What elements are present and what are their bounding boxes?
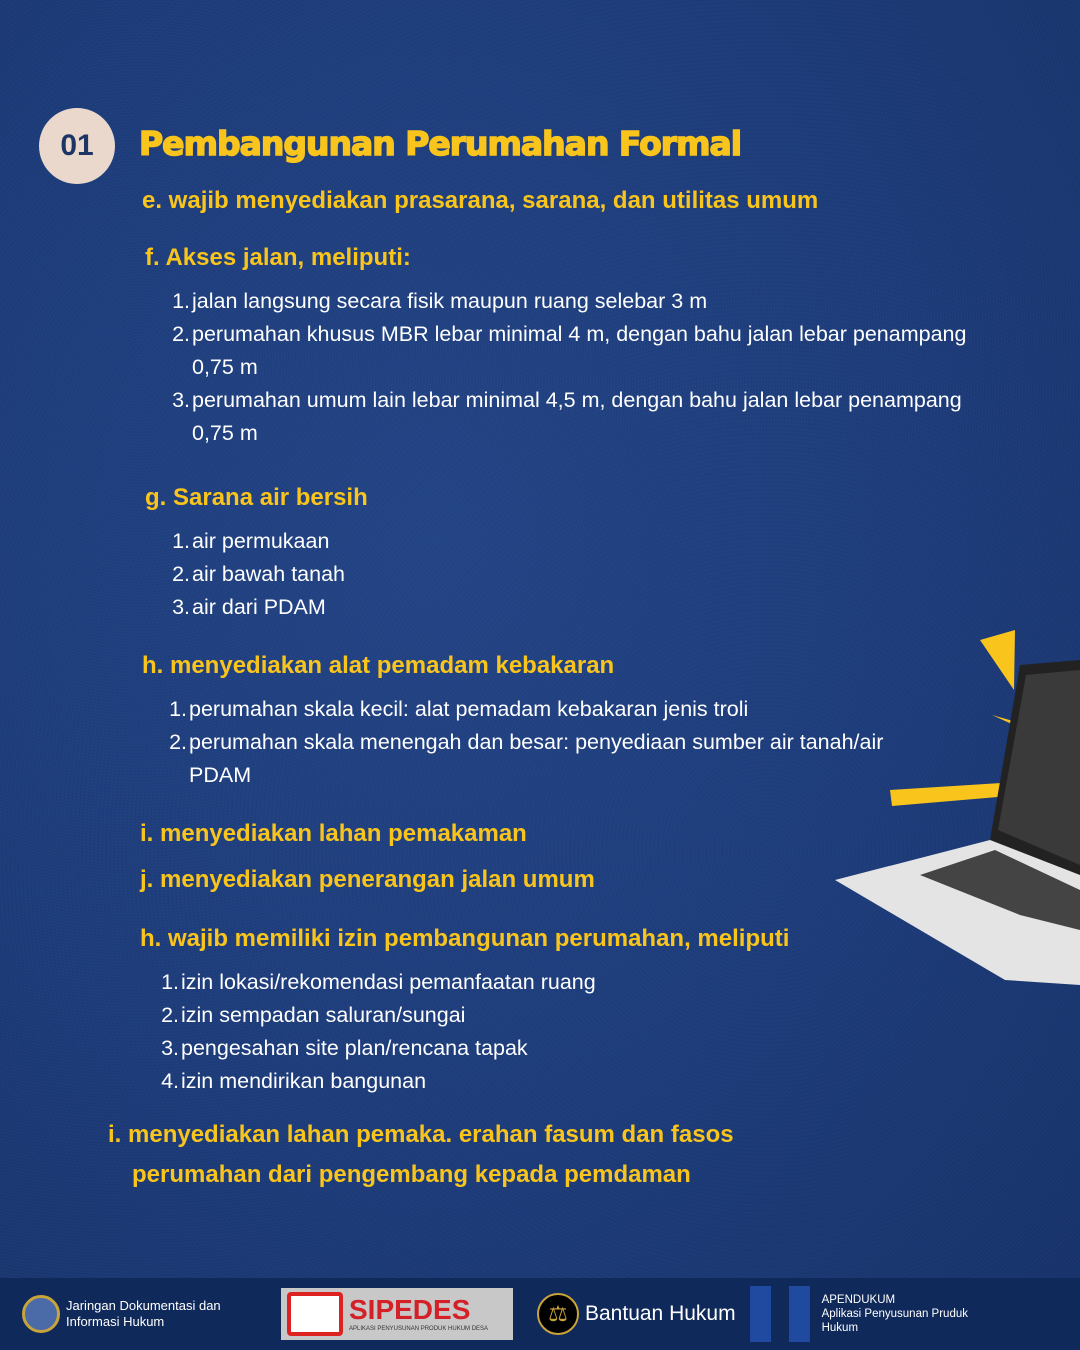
- list-h2: [157, 966, 857, 1098]
- jdih-logo: [22, 1295, 60, 1333]
- item-number: 1.: [161, 970, 179, 994]
- apendukum-line3: Hukum: [821, 1322, 859, 1334]
- burst-ray: [980, 630, 1015, 690]
- list-item: [157, 999, 857, 1032]
- jdih-label: [66, 1298, 281, 1330]
- item-text: pengesahan site plan/rencana tapak: [181, 1036, 528, 1060]
- list-item: [168, 384, 978, 450]
- apendukum-line2: Aplikasi Penyusunan Pruduk: [821, 1308, 968, 1320]
- item-number: 1.: [172, 289, 190, 313]
- item-text: izin lokasi/rekomendasi pemanfaatan ruang: [181, 970, 596, 994]
- list-item: [165, 693, 915, 726]
- sipedes-logo: [281, 1288, 513, 1340]
- item-text: perumahan umum lain lebar minimal 4,5 m, dengan bahu jalan lebar penampang 0,75 m: [192, 388, 962, 445]
- item-text: izin mendirikan bangunan: [181, 1069, 427, 1093]
- sipedes-name: SIPEDES: [349, 1294, 471, 1325]
- item-text: perumahan khusus MBR lebar minimal 4 m, dengan bahu jalan lebar penampang 0,75 m: [192, 322, 967, 379]
- item-number: 3.: [172, 595, 190, 619]
- heading-f: f. Akses jalan, meliputi:: [145, 244, 411, 271]
- laptop-illustration: [830, 630, 1080, 990]
- item-text: perumahan skala menengah dan besar: penyediaan sumber air tanah/air PDAM: [189, 730, 884, 787]
- item-number: 2.: [161, 1003, 179, 1027]
- section-number-badge: 01: [39, 108, 115, 184]
- jdih-line1: Jaringan Dokumentasi dan: [66, 1298, 221, 1313]
- item-text: perumahan skala kecil: alat pemadam kebakaran jenis troli: [189, 697, 749, 721]
- sipedes-subtitle: APLIKASI PENYUSUNAN PRODUK HUKUM DESA: [349, 1326, 489, 1332]
- scales-icon: ⚖: [537, 1293, 579, 1335]
- list-item: [168, 558, 868, 591]
- heading-j: j. menyediakan penerangan jalan umum: [140, 866, 595, 893]
- list-f: [168, 285, 978, 450]
- list-item: [168, 285, 978, 318]
- item-number: 3.: [161, 1036, 179, 1060]
- heading-h2: h. wajib memiliki izin pembangunan perumahan, meliputi: [140, 925, 790, 952]
- heading-i2: i. menyediakan lahan pemaka. erahan fasum dan fasos: [108, 1121, 734, 1148]
- heading-i2-cont: perumahan dari pengembang kepada pemdaman: [132, 1161, 691, 1188]
- heading-h: h. menyediakan alat pemadam kebakaran: [142, 652, 615, 679]
- item-number: 4.: [161, 1069, 179, 1093]
- item-number: 1.: [172, 529, 190, 553]
- page-title: Pembangunan Perumahan Formal: [139, 124, 742, 163]
- list-item: [168, 591, 868, 624]
- heading-g: g. Sarana air bersih: [145, 484, 368, 511]
- bantuan-hukum-label: Bantuan Hukum: [585, 1302, 736, 1325]
- item-text: jalan langsung secara fisik maupun ruang selebar 3 m: [192, 289, 708, 313]
- item-number: 3.: [172, 388, 190, 412]
- jdih-line2: Informasi Hukum: [66, 1314, 165, 1329]
- heading-i: i. menyediakan lahan pemakaman: [140, 820, 527, 847]
- item-number: 2.: [172, 322, 190, 346]
- item-text: izin sempadan saluran/sungai: [181, 1003, 466, 1027]
- item-number: 2.: [172, 562, 190, 586]
- apendukum-logo: [750, 1286, 810, 1342]
- list-item: [165, 726, 915, 792]
- item-text: air bawah tanah: [192, 562, 345, 586]
- list-item: [157, 966, 857, 999]
- list-item: [168, 318, 978, 384]
- list-item: [168, 525, 868, 558]
- item-text: air dari PDAM: [192, 595, 326, 619]
- item-text: air permukaan: [192, 529, 330, 553]
- list-item: [157, 1032, 857, 1065]
- book-icon: [287, 1292, 343, 1336]
- heading-e: e. wajib menyediakan prasarana, sarana, dan utilitas umum: [142, 187, 819, 214]
- item-number: 2.: [169, 730, 187, 754]
- footer: [0, 1278, 1080, 1350]
- apendukum-label: [822, 1293, 968, 1335]
- list-item: [157, 1065, 857, 1098]
- item-number: 1.: [169, 697, 187, 721]
- list-g: [168, 525, 868, 624]
- apendukum-line1: APENDUKUM: [821, 1294, 896, 1306]
- list-h: [165, 693, 915, 792]
